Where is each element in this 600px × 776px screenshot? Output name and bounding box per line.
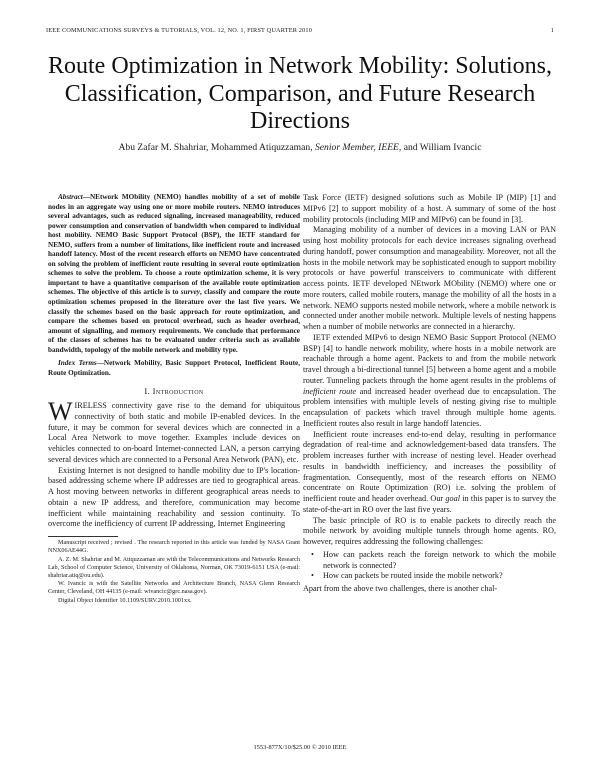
running-header (46, 27, 554, 39)
intro-paragraph-1 (48, 397, 300, 466)
abstract-text-1: —NEtwork MObility (NEMO) handles mobility of a set of mobile nodes in an aggregate way using one or more mobile routers. NEMO introduces several advantages, such as reduced signaling, increased manageability, reduced power consumption and conservation of bandwidth when compared to individual host mobility. NEMO Basic Support Protocol (BSP), the IETF standard for NEMO, suffers from a number of limitations, like inefficient route and increased handoff latency. Most of the recent research efforts on NEMO have concentrated on solving the problem of inefficient route resulting in several route optimization schemes to solve the problem. To choose a route optimization scheme, it is very important to have a quantitative comparison of the available route optimization schemes. The objective of this article is to (48, 193, 300, 297)
intro-text-1: IRELESS connectivity gave rise to the demand for ubiquitous connectivity of both static and mobile IP-enabled devices. In the future, it may be common for several devices which are connected in a Local Area Network to move together. Examples include devices on vehicles connected to on-board Internet-connected LAN, a person carrying several devices which are connected to a Personal Area Network (PAN), etc. (48, 401, 300, 464)
footnotes (48, 539, 300, 605)
body-paragraph-3-text-b: and increased header overhead due to encapsulation. The problem intensifies with multiple levels of nesting giving rise to multiple encapsulation of packets which travel through multiple home agents. Inefficient routes also result in large handoff latencies. (303, 386, 556, 428)
footnote-manuscript: Manuscript received ; revised . The research reported in this article was funded by NASA Grant NNX06AE44G. (48, 539, 300, 555)
section-heading-introduction: I. Introduction (144, 386, 204, 397)
left-column (48, 193, 300, 605)
body-paragraph-4 (303, 430, 556, 516)
index-terms (48, 359, 300, 378)
copyright-footer: 1553-877X/10/$25.00 © 2010 IEEE (253, 744, 347, 751)
challenge-list (303, 550, 556, 582)
author-membership: Senior Member, IEEE, (315, 142, 402, 153)
body-paragraph-4-text-b: in this paper is to survey the state-of-the-art in RO over the last five years. (303, 494, 556, 514)
journal-header: IEEE COMMUNICATIONS SURVEYS & TUTORIALS, VOL. 12, NO. 1, FIRST QUARTER 2010 (46, 27, 312, 34)
body-paragraph-6: Apart from the above two challenges, there is another chal- (303, 584, 498, 593)
body-paragraph-4-text-a: Inefficient route increases end-to-end delay, resulting in performance degradation of real-time and acknowledgement-based data transfers. The problem increases further with increase of nesting level. Header overhead results in bandwidth inefficiency, and increases the possibility of fragmentation. Consequently, most of the research efforts on NEMO concentrate on Route Optimization (RO) i.e. solving the problem of inefficient route and header overhead. Our (303, 429, 556, 503)
right-column (303, 193, 556, 595)
body-paragraph-2: Managing mobility of a number of devices in a moving LAN or PAN using host mobility protocols for each device increases signaling overhead during handoff, power consumption and manageability. Moreover, not all the hosts in the mobile network may be sophisticated enough to support mobility protocols or have powerful transceivers to communicate with different access points. IETF developed NEtwork MObility (NEMO) where one or more routers, called mobile routers, manage the mobility of all the hosts in a network. NEMO supports nested mobile network, where a mobile network is connected under another mobile network. Multiple levels of nesting happens when a number of mobile networks are connected in a hierarchy. (303, 225, 556, 331)
body-paragraph-5: The basic principle of RO is to enable packets to directly reach the mobile network by avoiding multiple tunnels through home agents. RO, however, requires addressing the following challenges: (303, 515, 556, 546)
abstract (48, 193, 300, 355)
abstract-emphasis: survey (180, 288, 200, 297)
abstract-text-2: , classify and compare the route optimization schemes proposed in the literature over the last five years. We classify the schemes based on the basic approach for route optimization, and compare the schemes based on protocol overhead, such as header overhead, amount of signalling, and memory requirements. We conclude that performance of the classes of schemes has to be evaluated under criteria such as available bandwidth, topology of the mobile network and mobility type. (48, 288, 300, 354)
body-paragraph-3 (303, 333, 556, 430)
intro-paragraph-2: Existing Internet is not designed to handle mobility due to IP's location-based addressing scheme where IP addresses are tied to geographical areas. A host moving between networks in different geographical areas needs to obtain a new IP address, and therefore, communication may become inefficient while maintaining reachability and session continuity. To overcome the inefficiency of current IP addressing, Internet Engineering (48, 465, 300, 529)
footnote-ivancic-affiliation: W. Ivancic is with the Satellite Networks and Architecture Branch, NASA Glenn Research Center, Cleveland, OH 44135 (e-mail: wivancic@grc.nasa.gov). (48, 580, 300, 596)
abstract-heading: Abstract (58, 193, 83, 201)
footnote-divider (48, 536, 118, 537)
challenge-item: • How can packets reach the foreign network to which the mobile network is connected? (317, 550, 556, 572)
body-paragraph-4-emphasis: goal (445, 494, 460, 503)
challenge-item: • How can packets be routed inside the mobile network? (317, 571, 556, 582)
paper-title: Route Optimization in Network Mobility: Solutions, Classification, Comparison, and Future Research Directions (48, 53, 552, 134)
body-paragraph-1: Task Force (IETF) designed solutions such as Mobile IP (MIP) [1] and MIPv6 [2] to support mobility of a host. A summary of some of the host mobility protocols (including MIP and MIPv6) can be found in [3]. (303, 193, 556, 224)
author-line (30, 142, 570, 153)
index-terms-text: —Network Mobility, Basic Support Protocol, Inefficient Route, Route Optimization. (48, 359, 300, 377)
author-names: Abu Zafar M. Shahriar, Mohammed Atiquzzaman, (118, 142, 315, 153)
footnote-authors-affiliation: A. Z. M. Shahriar and M. Atiquzzaman are with the Telecommunications and Networks Research Lab, School of Computer Science, University of Oklahoma, Norman, OK 73019-6151 USA (e-mail: shahriar.atiq@ou.edu). (48, 555, 300, 579)
body-paragraph-3-emphasis: inefficient route (303, 386, 357, 396)
author-names-tail: and William Ivancic (401, 142, 482, 153)
drop-cap: W (48, 397, 73, 427)
body-paragraph-3-text-a: IETF extended MIPv6 to design NEMO Basic Support Protocol (NEMO BSP) [4] to handle network mobility, where hosts in a mobile network are reachable through a home agent. Packets to and from the mobile network travel through a bi-directional tunnel [5] between a home agent and a mobile router. Tunneling packets through the home agent results in the problems of (303, 332, 556, 385)
page-number: 1 (550, 27, 554, 34)
index-terms-heading: Index Terms (58, 359, 97, 368)
footnote-doi: Digital Object Identifier 10.1109/SURV.2010.1001xx. (58, 596, 192, 604)
